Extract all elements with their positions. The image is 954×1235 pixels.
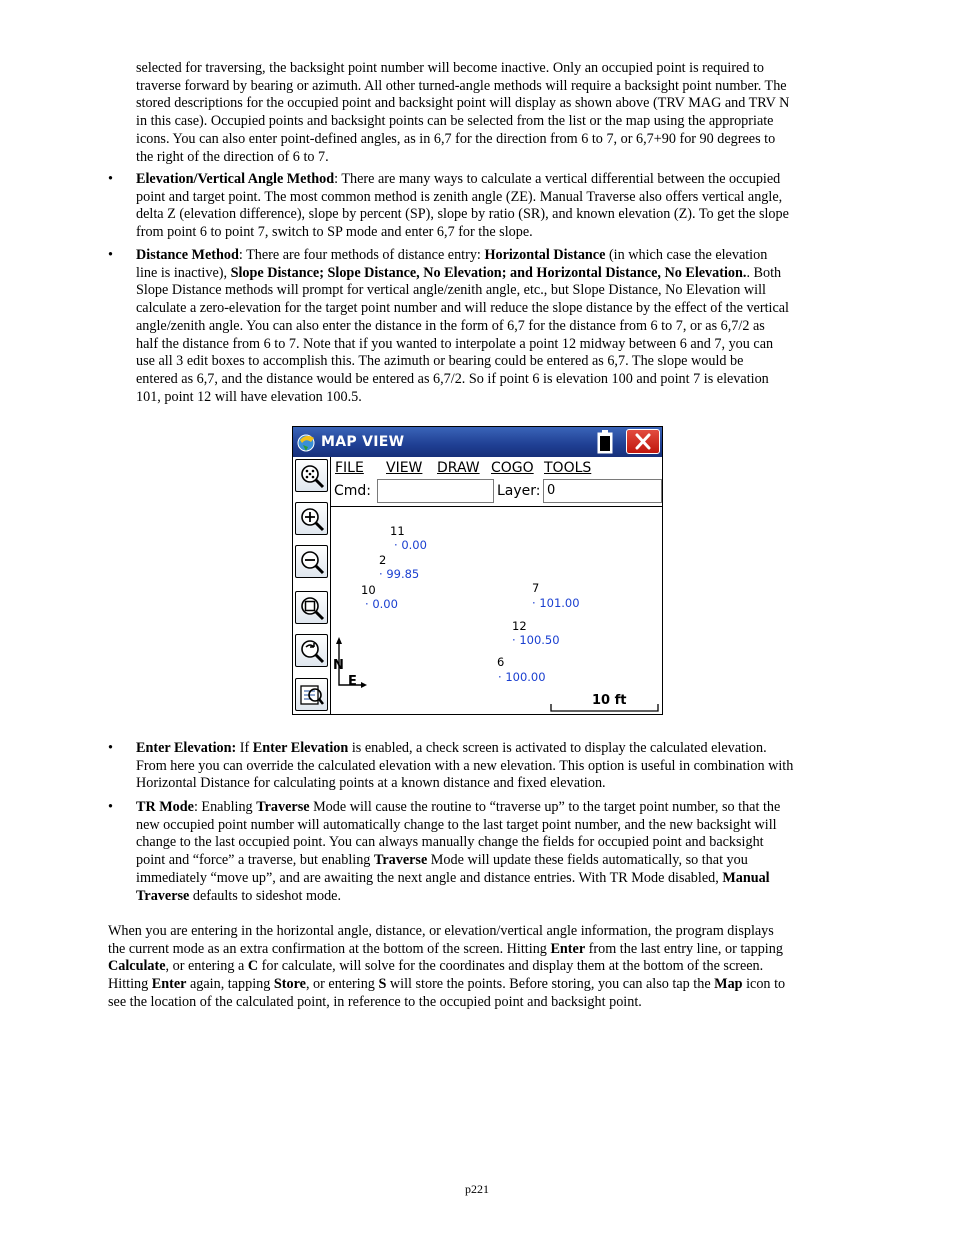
close-button[interactable] [626, 429, 660, 454]
bullet-dot: • [108, 247, 113, 263]
point-elevation: · 100.00 [498, 670, 546, 684]
zoom-extents-icon [299, 463, 325, 489]
point-elevation: · 100.50 [512, 633, 560, 647]
intro-paragraph [136, 60, 851, 166]
closing-paragraph [108, 923, 848, 1012]
bullet-distance-method [108, 247, 851, 406]
text-line: from point 6 to point 7, switch to SP mode and enter 6,7 for the slope. [136, 224, 533, 241]
text-line: half the distance from 6 to 7. Note that if you wanted to interpolate a point 12 midway between 6 and 7, you can [136, 335, 774, 352]
term: Elevation/Vertical Angle Method [136, 171, 335, 187]
map-canvas[interactable] [331, 506, 662, 715]
text-line: traverse forward by bearing or azimuth. All other turned-angle methods will require a backsight point number. The [136, 77, 787, 94]
point-number: 10 [361, 583, 376, 597]
zoom-extents-button[interactable] [295, 459, 328, 492]
menu-file[interactable]: FILE [335, 460, 364, 476]
point-number: 2 [379, 553, 387, 567]
cmd-label: Cmd: [334, 483, 372, 499]
north-label: N [333, 658, 344, 673]
text-line: Elevation/Vertical Angle Method: There are many ways to calculate a vertical differential between the occupied [136, 171, 781, 187]
point-elevation: · 0.00 [365, 597, 398, 611]
term: Enter Elevation: [136, 740, 237, 756]
bullet-dot: • [108, 799, 113, 815]
text-line: Horizontal Distance for calculating points at a known distance and fixed elevation. [136, 775, 606, 792]
layer-label: Layer: [497, 483, 541, 499]
term: Distance Method [136, 247, 239, 263]
text-line: Slope Distance methods will prompt for vertical angle/zenith angle, etc., but Slope Distance, No Elevation will [136, 282, 766, 299]
text-line: When you are entering in the horizontal angle, distance, or elevation/vertical angle information, the program displays [108, 923, 774, 939]
text-line: Calculate, or entering a C for calculate, will solve for the coordinates and display them at the bottom of the screen. [108, 958, 764, 975]
point-number: 11 [390, 524, 405, 538]
point-elevation: · 99.85 [379, 567, 420, 581]
point-elevation: · 101.00 [532, 596, 580, 610]
map-settings-button[interactable] [295, 678, 328, 711]
title-bar [293, 427, 662, 457]
text-line: change to the last occupied point. You can always manually change the fields for occupied point and backsight [136, 834, 764, 851]
command-row [331, 479, 662, 505]
battery-icon [597, 430, 613, 454]
window-title: MAP VIEW [321, 434, 405, 450]
map-settings-icon [299, 682, 325, 708]
zoom-window-button[interactable] [295, 591, 328, 624]
text-line: point and “force” a traverse, but enabling Traverse Mode will update these fields automatically, so that you [136, 852, 748, 869]
text-line: point and target point. The most common method is zenith angle (ZE). Manual Traverse also offers vertical angle, [136, 188, 783, 205]
zoom-in-button[interactable] [295, 502, 328, 535]
text-line: see the location of the calculated point, in reference to the occupied point and backsight point. [108, 993, 642, 1010]
cmd-input[interactable] [377, 479, 494, 503]
text-line: 101, point 12 will have elevation 100.5. [136, 388, 362, 405]
point-number: 6 [497, 655, 505, 669]
text-line: Hitting Enter again, tapping Store, or entering S will store the points. Before storing, you can also tap the Map icon to [108, 976, 786, 993]
text-line: From here you can override the calculated elevation with a new elevation. This option is useful in combination with [136, 757, 794, 774]
scale-label: 10 ft [592, 693, 627, 708]
zoom-in-icon [299, 506, 325, 532]
east-label: E [348, 674, 357, 689]
text-line: Distance Method: There are four methods of distance entry: Horizontal Distance (in which case the elevation [136, 247, 768, 263]
app-logo-icon [296, 431, 318, 453]
bullet-elevation-method [108, 171, 851, 242]
zoom-out-button[interactable] [295, 545, 328, 578]
menu-bar [331, 457, 662, 479]
close-icon [627, 430, 659, 453]
bullet-tr-mode [108, 799, 851, 905]
menu-view[interactable]: VIEW [386, 460, 423, 476]
term: TR Mode [136, 799, 194, 815]
text-line: delta Z (elevation difference), slope by percent (SP), slope by ratio (SR), and known elevation (Z). To get the slope [136, 206, 789, 223]
text-line: icons. You can also enter point-defined angles, as in 6,7 for the direction from 6 to 7, or 6,7+90 for 90 degrees to [136, 130, 776, 147]
bullet-dot: • [108, 740, 113, 756]
text-line: selected for traversing, the backsight point number will become inactive. Only an occupied point is required to [136, 60, 765, 76]
menu-draw[interactable]: DRAW [437, 460, 480, 476]
point-number: 12 [512, 619, 527, 633]
text-line: the current mode as an extra confirmation at the bottom of the screen. Hitting Enter from the last entry line, or tapping [108, 940, 783, 957]
map-toolbar [293, 457, 331, 714]
zoom-out-icon [299, 549, 325, 575]
bullet-enter-elevation [108, 740, 851, 793]
text-line: in this case). Occupied points and backsight points can be selected from the list or the map using the appropriate [136, 113, 774, 130]
text-line: entered as 6,7, and the distance would be entered as 6,7/2. So if point 6 is elevation 100 and point 7 is elevation [136, 370, 769, 387]
map-view-window [292, 426, 663, 715]
menu-cogo[interactable]: COGO [491, 460, 534, 476]
text-line: TR Mode: Enabling Traverse Mode will cause the routine to “traverse up” to the target point number, so that the [136, 799, 781, 815]
text-line: stored descriptions for the occupied point and backsight point will display as shown above (TRV MAG and TRV N [136, 95, 790, 112]
text-line: calculate a zero-elevation for the target point number and will reduce the slope distance by the effect of the vertical [136, 300, 789, 317]
text-line: line is inactive), Slope Distance; Slope Distance, No Elevation; and Horizontal Distance, No Elevation.. Both [136, 264, 782, 281]
text-line: angle/zenith angle. You can also enter the distance in the form of 6,7 for the distance from 6 to 7, or as 6,7/2 as [136, 317, 765, 334]
zoom-previous-icon [299, 638, 325, 664]
text-line: immediately “move up”, and are awaiting the next angle and distance entries. With TR Mode disabled, Manual [136, 869, 770, 886]
menu-tools[interactable]: TOOLS [544, 460, 592, 476]
page-number: p221 [465, 1182, 489, 1196]
layer-input[interactable]: 0 [543, 479, 662, 503]
text-line: use all 3 edit boxes to accomplish this. The azimuth or bearing could be entered as 6,7. The slope would be [136, 353, 744, 370]
text-line: the right of the direction of 6 to 7. [136, 148, 329, 165]
text-line: Enter Elevation: If Enter Elevation is enabled, a check screen is activated to display the calculated elevation. [136, 740, 767, 756]
bullet-dot: • [108, 171, 113, 187]
text-line: Traverse defaults to sideshot mode. [136, 887, 342, 904]
point-number: 7 [532, 581, 540, 595]
zoom-previous-button[interactable] [295, 634, 328, 667]
text-line: new occupied point number will automatically change to the last target point number, and the new backsight will [136, 816, 777, 833]
point-elevation: · 0.00 [394, 538, 427, 552]
zoom-window-icon [299, 595, 325, 621]
